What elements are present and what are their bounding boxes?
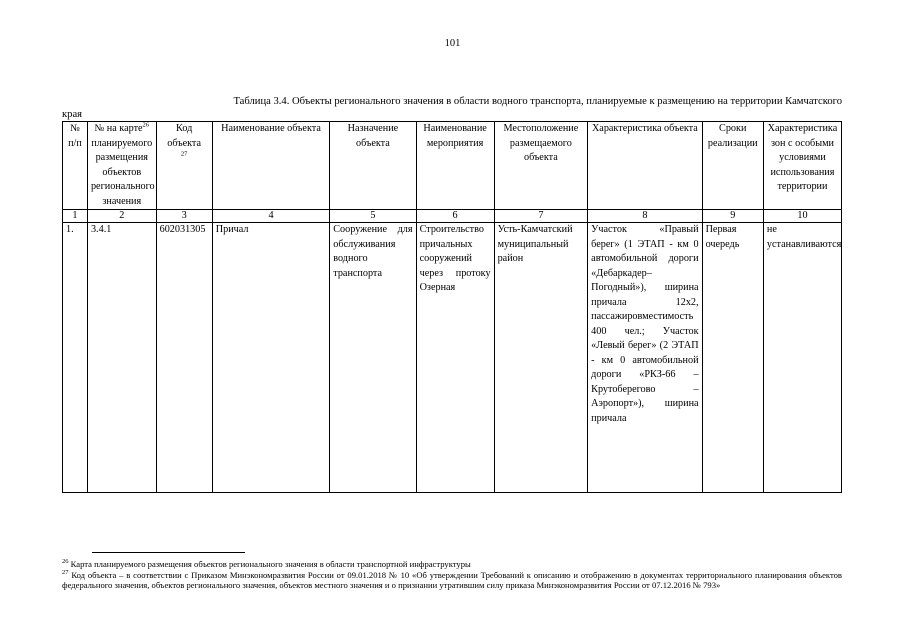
column-number: 4 xyxy=(212,210,330,223)
table-caption-line-2: края xyxy=(62,109,83,120)
header-cell-7: Местоположение размещаемого объекта xyxy=(494,122,588,210)
column-number: 1 xyxy=(63,210,88,223)
footnote-27-text: Код объекта – в соответствии с Приказом Минэкономразвития России от 09.01.2018 № 10 «Об утверждении Требований к описанию и отображению в документах территориального планирования объектов федерального значения, объектов регионального значения, объектов местного значения и о признании утратившим силу приказа Минэкономразвития России от 07.12.2016 № 793» xyxy=(62,569,842,591)
cell-num: 1. xyxy=(63,223,88,493)
cell-code: 602031305 xyxy=(156,223,212,493)
header-cell-5: Назначение объекта xyxy=(330,122,416,210)
page-number: 101 xyxy=(444,38,461,49)
column-number: 7 xyxy=(494,210,588,223)
column-number: 3 xyxy=(156,210,212,223)
header-cell-1: № п/п xyxy=(63,122,88,210)
column-number: 10 xyxy=(763,210,841,223)
column-number: 5 xyxy=(330,210,416,223)
table-caption-line-1: Таблица 3.4. Объекты регионального значения в области водного транспорта, планируемые к размещению на территории Камчатского xyxy=(233,96,842,107)
cell-purpose: Сооружение для обслуживания водного транспорта xyxy=(330,223,416,493)
water-transport-objects-table xyxy=(62,121,842,493)
cell-zones: не устанавливаются xyxy=(763,223,841,493)
footnote-27-mark: 27 xyxy=(62,568,69,576)
header-cell-4: Наименование объекта xyxy=(212,122,330,210)
header-cell-3-text: Код объекта xyxy=(167,123,202,149)
header-cell-10: Характеристика зон с особыми условиями использования территории xyxy=(763,122,841,210)
footnote-separator xyxy=(92,552,245,553)
cell-measure: Строительство причальных сооружений через протоку Озерная xyxy=(416,223,494,493)
header-cell-2 xyxy=(87,122,156,210)
header-cell-3 xyxy=(156,122,212,210)
cell-map-no: 3.4.1 xyxy=(87,223,156,493)
column-number: 9 xyxy=(702,210,763,223)
footnote-mark-27: 27 xyxy=(180,150,188,158)
cell-characteristics xyxy=(588,223,702,493)
table-caption xyxy=(62,95,842,121)
header-cell-2-text: № на карте xyxy=(94,123,143,134)
footnote-26-mark: 26 xyxy=(62,558,69,566)
cell-term: Первая очередь xyxy=(702,223,763,493)
column-number: 6 xyxy=(416,210,494,223)
footnote-mark-26: 26 xyxy=(142,121,150,129)
footnote-26-text: Карта планируемого размещения объектов регионального значения в области транспортной инфраструктуры xyxy=(68,559,471,569)
header-cell-2-rest: планируемого размещения объектов регионального значения xyxy=(90,137,155,207)
cell-location: Усть-Камчатский муниципальный район xyxy=(494,223,588,493)
footnotes xyxy=(62,559,842,591)
header-cell-8: Характеристика объекта xyxy=(588,122,702,210)
characteristics-text: Участок «Правый берег» (1 ЭТАП - км 0 автомобильной дороги «Дебаркадер–Погодный»), ширина причала 12х2, пассажировместимость 400 чел.; Участок «Левый берег» (2 ЭТАП - км 0 автомобильной дороги «РКЗ-66 – Крутоберегово – Аэропорт»), ширина причала xyxy=(591,224,699,424)
header-cell-6: Наименование мероприятия xyxy=(416,122,494,210)
cell-name: Причал xyxy=(212,223,330,493)
column-number: 2 xyxy=(87,210,156,223)
footnote-27 xyxy=(62,570,842,591)
footnote-26 xyxy=(62,559,842,570)
header-row xyxy=(63,122,842,210)
header-cell-9: Сроки реализации xyxy=(702,122,763,210)
table-row xyxy=(63,223,842,493)
column-number: 8 xyxy=(588,210,702,223)
column-number-row xyxy=(63,210,842,223)
